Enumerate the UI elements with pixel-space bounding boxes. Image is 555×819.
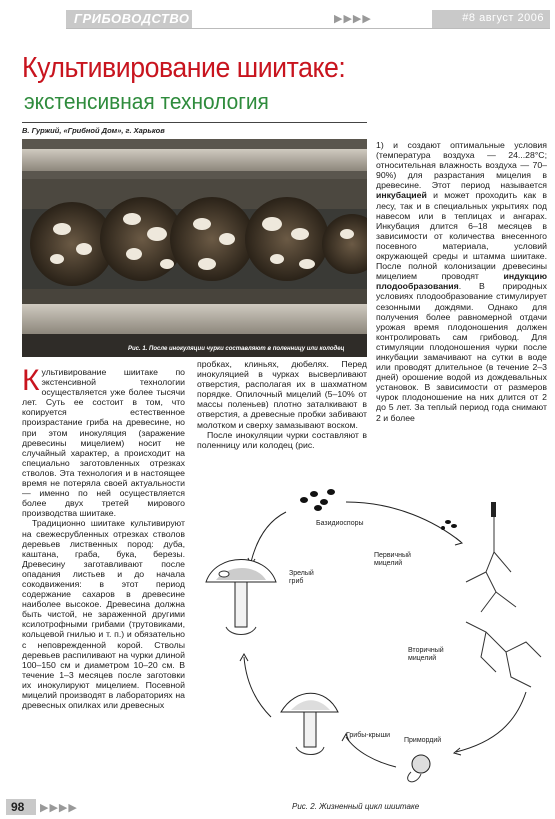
col3-text-d: . В природных условиях плодообразование стимулирует сезонными дождями. Однако для получения более равномерной отдачи урожая время плодоношения должен контролировать сам грибовод. Для стимуляции плодоношения чурки после инкубации замачивают на сутки в воде или проводят длительное (в течение 2–3 дней) орошение водой из дождевальных установок. В зависимости от размеров чурок плодоношение на них длится от 2 до 5 лет. За теплый период года снимают 2 и более	[376, 281, 547, 423]
col3-text-c: и может проходить как в лесу, так и в специальных укрытиях под навесом или в теплицах и ангарах. Инкубация длится 6–18 месяцев в зависимости от количества внесенного посевного материала, условий окружающей среды и штамма шиитаке. После полной колонизации древесины мицелием проводят	[376, 190, 547, 282]
article-subtitle: экстенсивная технология	[24, 89, 269, 114]
col3-paragraph-1	[376, 140, 547, 423]
col2-paragraph-1: пробках, клиньях, дюбелях. Перед инокуляцией в чурках высверливают отверстия, располагая их в шахматном порядке. Опилочный мицелий (5–10% от массы поленьев) плотно заталкивают в отверстия, а древесные пробки забивают молотком и сверху замазывают воском.	[197, 359, 367, 430]
label-young-mushroom: Грибы-крыши	[346, 732, 391, 739]
issue-label: #8 август 2006	[462, 12, 544, 24]
page-number: 98	[11, 800, 25, 814]
life-cycle-diagram	[196, 482, 552, 807]
col1-paragraph-1: ультивирование шиитаке по экстенсивной технологии осуществляется уже более тысячи лет. Суть ее состоит в том, что копируется естественное произрастание гриба на древесине, но при этом инокуляция (заражение древесины мицелием) носит не случайный характер, а происходит на специально заготовленных отрезках стволов. Эта технология и в настоящее время не потеряла своей актуальности — именно по ней осуществляется более двух третей мирового производства шиитаке.	[22, 367, 185, 519]
label-spores: Базидиоспоры	[316, 520, 364, 527]
footer-arrows: ▶▶▶▶	[40, 802, 78, 814]
label-secondary-mycelium: Вторичный мицелий	[408, 647, 444, 662]
header-divider	[66, 28, 550, 29]
text-column-1	[22, 364, 185, 711]
photo-illustration	[22, 139, 367, 357]
issue-header	[432, 10, 550, 28]
label-mature-mushroom: Зрелый гриб	[289, 570, 314, 585]
term-incubation: инкубацией	[376, 190, 427, 201]
col2-paragraph-2: После инокуляции чурки составляют в поленницу или колодец (рис.	[197, 429, 367, 450]
shiitake-logs-photo	[22, 139, 367, 357]
label-primary-mycelium: Первичный мицелий	[374, 552, 411, 567]
article-author: В. Гуржий, «Грибной Дом», г. Харьков	[22, 126, 165, 135]
photo-caption: Рис. 1. После инокуляции чурки составляют в поленницу или колодец	[128, 346, 345, 352]
life-cycle-illustration	[196, 482, 552, 807]
section-title: ГРИБОВОДСТВО	[74, 11, 190, 26]
author-divider	[22, 122, 367, 123]
drop-cap: К	[22, 364, 40, 397]
text-column-3	[376, 140, 547, 423]
article-title: Культивирование шиитаке:	[22, 52, 346, 84]
section-header	[66, 10, 192, 28]
text-column-2	[197, 359, 367, 450]
col1-paragraph-2: Традиционно шиитаке культивируют на свежесрубленных отрезках стволов деревьев лиственных пород: дуба, каштана, граба, бука, березы. Древесину заготавливают после опадания листьев и до начала сокодвижения: в этот период содержание сахаров в древесине наиболее высокое. Древесина должна быть чистой, не зараженной другими ксилотрофными грибами (трутовиками, кольцевой гнилью и т. п.) и обязательно с неповрежденной корой. Стволы деревьев распиливают на чурки длиной 100–150 см и диаметром 10–20 см. В течение 1–3 месяцев после заготовки их инокулируют мицелием. Посевной мицелий производят в лабораториях на древесных опилках или древесных	[22, 518, 185, 711]
col3-text-a: 1) и создают оптимальные условия (температура воздуха — 24...28°С; относительная влажность воздуха — 70–90%) для разрастания мицелия в древесине. Этот период называется	[376, 140, 547, 191]
page-number-box	[6, 799, 36, 815]
label-primordium: Примордий	[404, 737, 442, 744]
figure-caption: Рис. 2. Жизненный цикл шиитаке	[292, 802, 420, 811]
header-arrows: ▶▶▶▶	[334, 13, 372, 25]
term-induction: индукцию плодообразования	[376, 271, 547, 292]
